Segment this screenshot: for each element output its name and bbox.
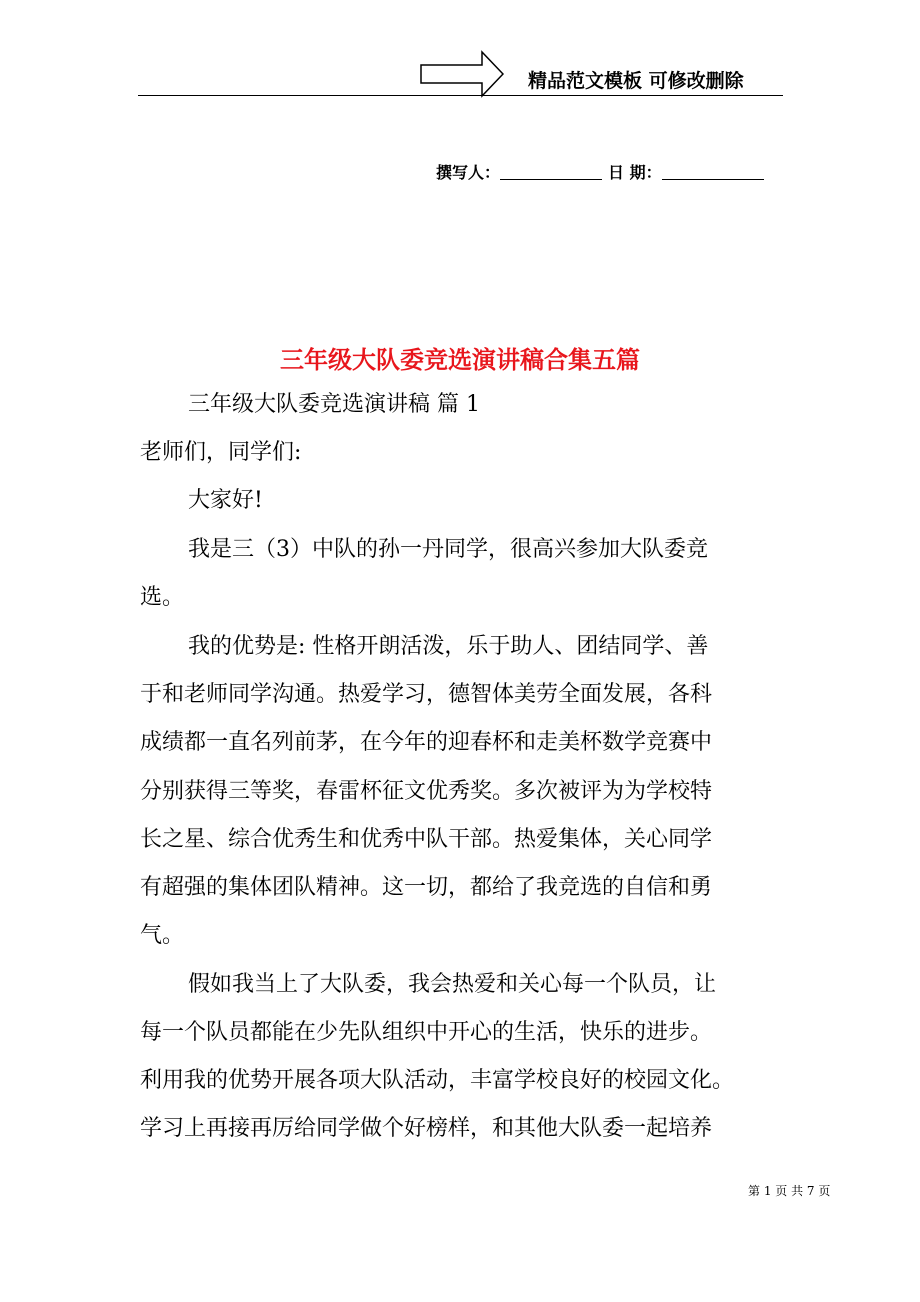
section-heading: 三年级大队委竞选演讲稿 篇 1 bbox=[188, 392, 480, 417]
author-label: 撰写人： bbox=[436, 163, 501, 182]
body-line: 我是三（3）中队的孙一丹同学，很高兴参加大队委竞 bbox=[188, 537, 708, 562]
salutation: 老师们，同学们: bbox=[140, 440, 302, 465]
header-banner-text: 精品范文模板 可修改删除 bbox=[528, 70, 744, 92]
date-label: 日 期： bbox=[608, 163, 662, 182]
body-line: 选。 bbox=[140, 585, 185, 610]
body-line: 有超强的集体团队精神。这一切，都给了我竞选的自信和勇 bbox=[140, 875, 713, 900]
page-number: 第 1 页 共 7 页 bbox=[748, 1184, 831, 1198]
body-line: 假如我当上了大队委，我会热爱和关心每一个队员，让 bbox=[188, 972, 717, 997]
date-blank bbox=[662, 165, 764, 180]
arrow-icon bbox=[420, 50, 504, 98]
author-blank bbox=[500, 165, 602, 180]
body-line: 我的优势是: 性格开朗活泼，乐于助人、团结同学、善 bbox=[188, 634, 709, 659]
body-line: 成绩都一直名列前茅，在今年的迎春杯和走美杯数学竞赛中 bbox=[140, 730, 713, 755]
body-line: 学习上再接再厉给同学做个好榜样，和其他大队委一起培养 bbox=[140, 1116, 713, 1141]
body-line: 大家好! bbox=[188, 488, 263, 513]
body-line: 每一个队员都能在少先队组织中开心的生活，快乐的进步。 bbox=[140, 1020, 713, 1045]
document-title: 三年级大队委竞选演讲稿合集五篇 bbox=[280, 346, 640, 374]
body-line: 分别获得三等奖，春雷杯征文优秀奖。多次被评为为学校特 bbox=[140, 779, 713, 804]
body-line: 利用我的优势开展各项大队活动，丰富学校良好的校园文化。 bbox=[140, 1068, 735, 1093]
author-date-line bbox=[436, 160, 786, 183]
body-line: 气。 bbox=[140, 923, 185, 948]
header-divider bbox=[138, 95, 783, 96]
body-line: 长之星、综合优秀生和优秀中队干部。热爱集体，关心同学 bbox=[140, 827, 713, 852]
body-line: 于和老师同学沟通。热爱学习，德智体美劳全面发展，各科 bbox=[140, 682, 713, 707]
